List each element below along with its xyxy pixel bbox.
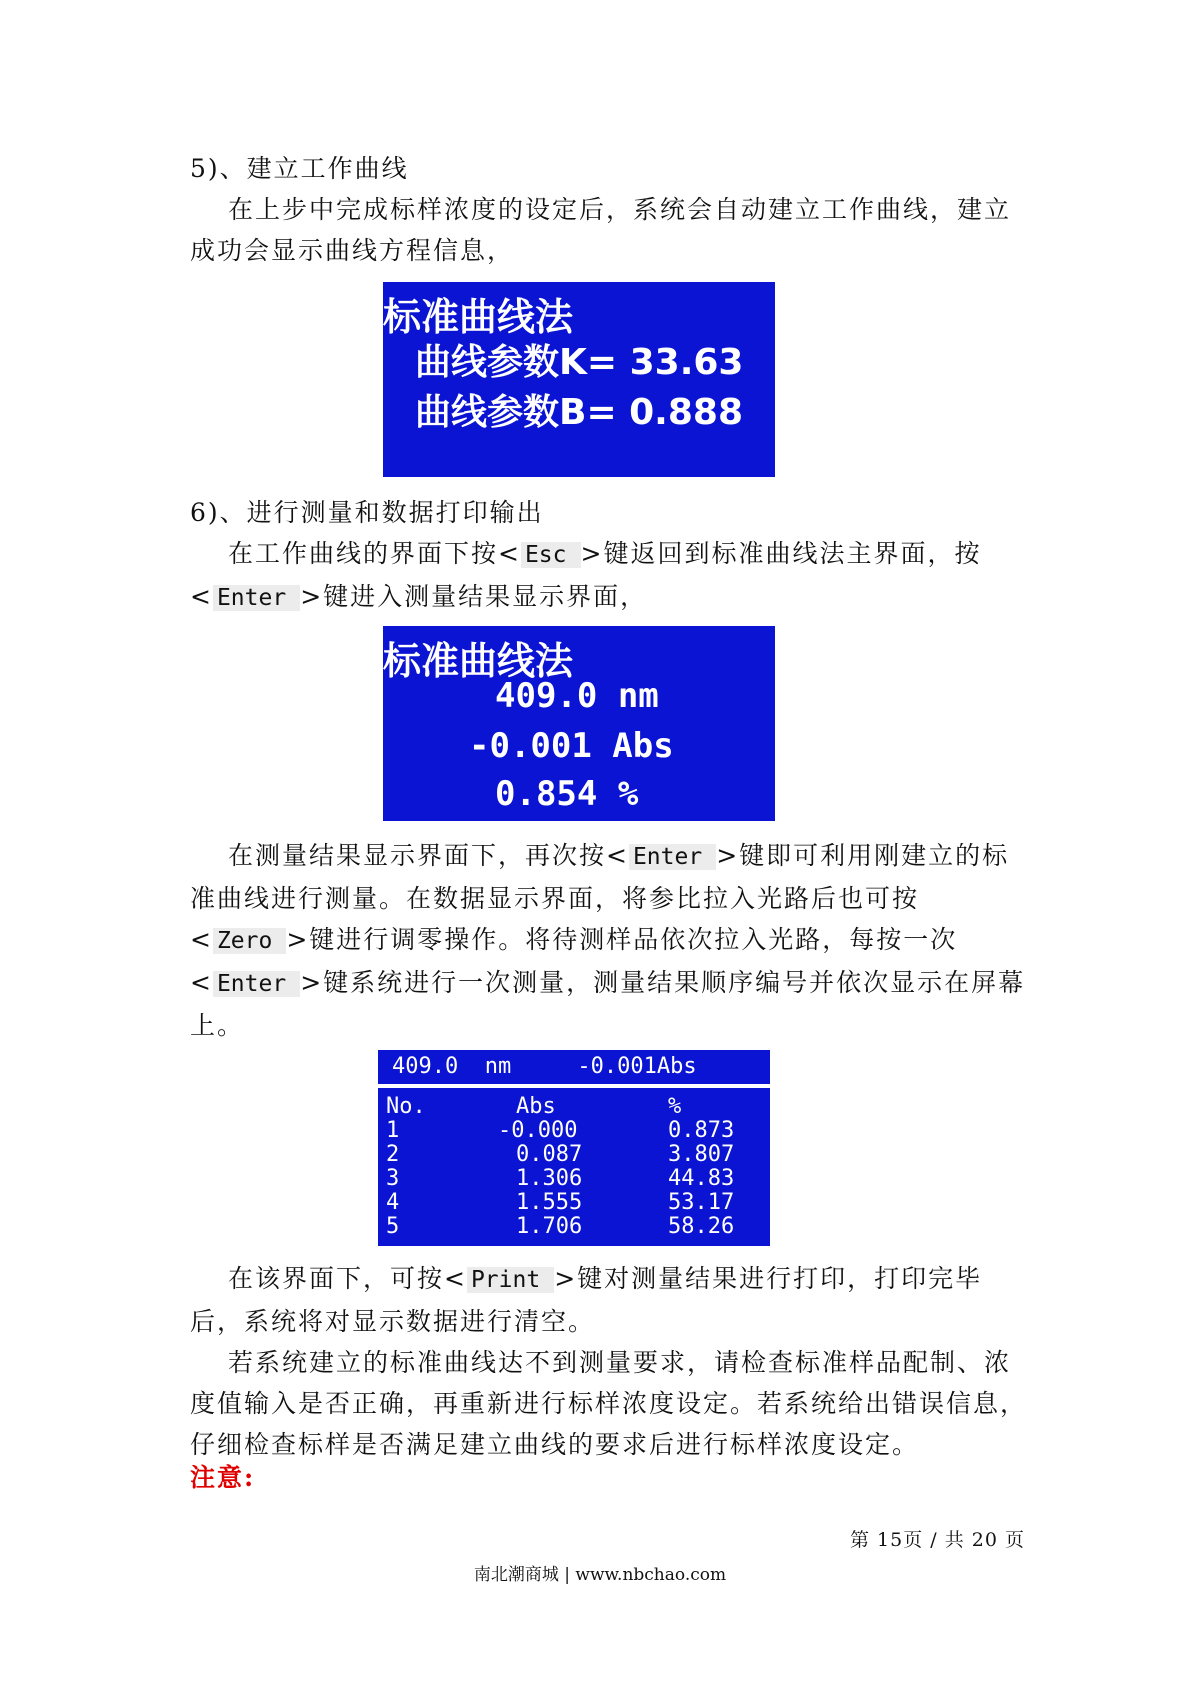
enter-key: Enter [213, 585, 300, 611]
print-paragraph: 在该界面下，可按< Print >键对测量结果进行打印，打印完毕后，系统将对显示数据进行清空。 [190, 1264, 983, 1336]
lcd-param-k: 曲线参数K= 33.63 [415, 342, 744, 383]
lcd-title: 标准曲线法 [383, 639, 574, 683]
page-number: 第 15页 / 共 20 页 [850, 1529, 1025, 1551]
lcd-title: 标准曲线法 [383, 295, 574, 339]
lcd-table-header-bar [378, 1050, 770, 1084]
section-6-paragraph: 在工作曲线的界面下按< Esc >键返回到标准曲线法主界面，按< Enter >键进入测量结果显示界面， [190, 539, 982, 611]
zero-key: Zero [213, 928, 286, 954]
print-key: Print [467, 1267, 554, 1293]
enter-key: Enter [213, 971, 300, 997]
lcd-absorbance: -0.001 Abs [469, 726, 674, 766]
esc-key: Esc [521, 542, 581, 568]
lcd-transmittance: 0.854 % [495, 774, 639, 814]
lcd-measurement [383, 626, 775, 821]
lcd-table-header: 409.0 nm -0.001Abs [392, 1054, 697, 1079]
section-5-paragraph: 在上步中完成标样浓度的设定后，系统会自动建立工作曲线，建立成功会显示曲线方程信息， [190, 195, 1012, 265]
table-row: 3 1.306 44.83 [386, 1166, 735, 1191]
note-label: 注意: [190, 1463, 256, 1492]
section-5-heading: 5)、建立工作曲线 [190, 154, 409, 183]
table-row: 4 1.555 53.17 [386, 1190, 735, 1215]
lcd-wavelength: 409.0 nm [495, 676, 659, 716]
section-5 [190, 148, 1035, 271]
lcd-param-b: 曲线参数B= 0.888 [415, 392, 744, 433]
lcd-curve-params [383, 282, 775, 477]
col-pct: % [668, 1094, 682, 1119]
table-row: 2 0.087 3.807 [386, 1142, 735, 1167]
table-row: 5 1.706 58.26 [386, 1214, 735, 1239]
lcd-table-body [378, 1088, 770, 1246]
section-6 [190, 492, 1035, 619]
lcd-table-columns [378, 1094, 770, 1119]
footer-site: 南北潮商城 | www.nbchao.com [473, 1565, 727, 1585]
print-paragraph-block [190, 1258, 1035, 1465]
col-abs: Abs [516, 1094, 556, 1119]
section-6-heading: 6)、进行测量和数据打印输出 [190, 498, 544, 527]
lcd-results-table [378, 1050, 770, 1246]
col-no: No. [386, 1094, 426, 1119]
error-paragraph: 若系统建立的标准曲线达不到测量要求，请检查标准样品配制、浓度值输入是否正确，再重新进行标样浓度设定。若系统给出错误信息，仔细检查标样是否满足建立曲线的要求后进行标样浓度设定。 [190, 1348, 1028, 1459]
table-row: 1 -0.000 0.873 [386, 1118, 735, 1143]
enter-key: Enter [629, 844, 716, 870]
measure-paragraph: 在测量结果显示界面下，再次按< Enter >键即可利用刚建立的标准曲线进行测量。在数据显示界面，将参比拉入光路后也可按< Zero >键进行调零操作。将待测样品依次拉入光路，每按一次< Enter >键系统进行一次测量，测量结果顺序编号并依次显示在屏幕上。 [190, 841, 1026, 1040]
